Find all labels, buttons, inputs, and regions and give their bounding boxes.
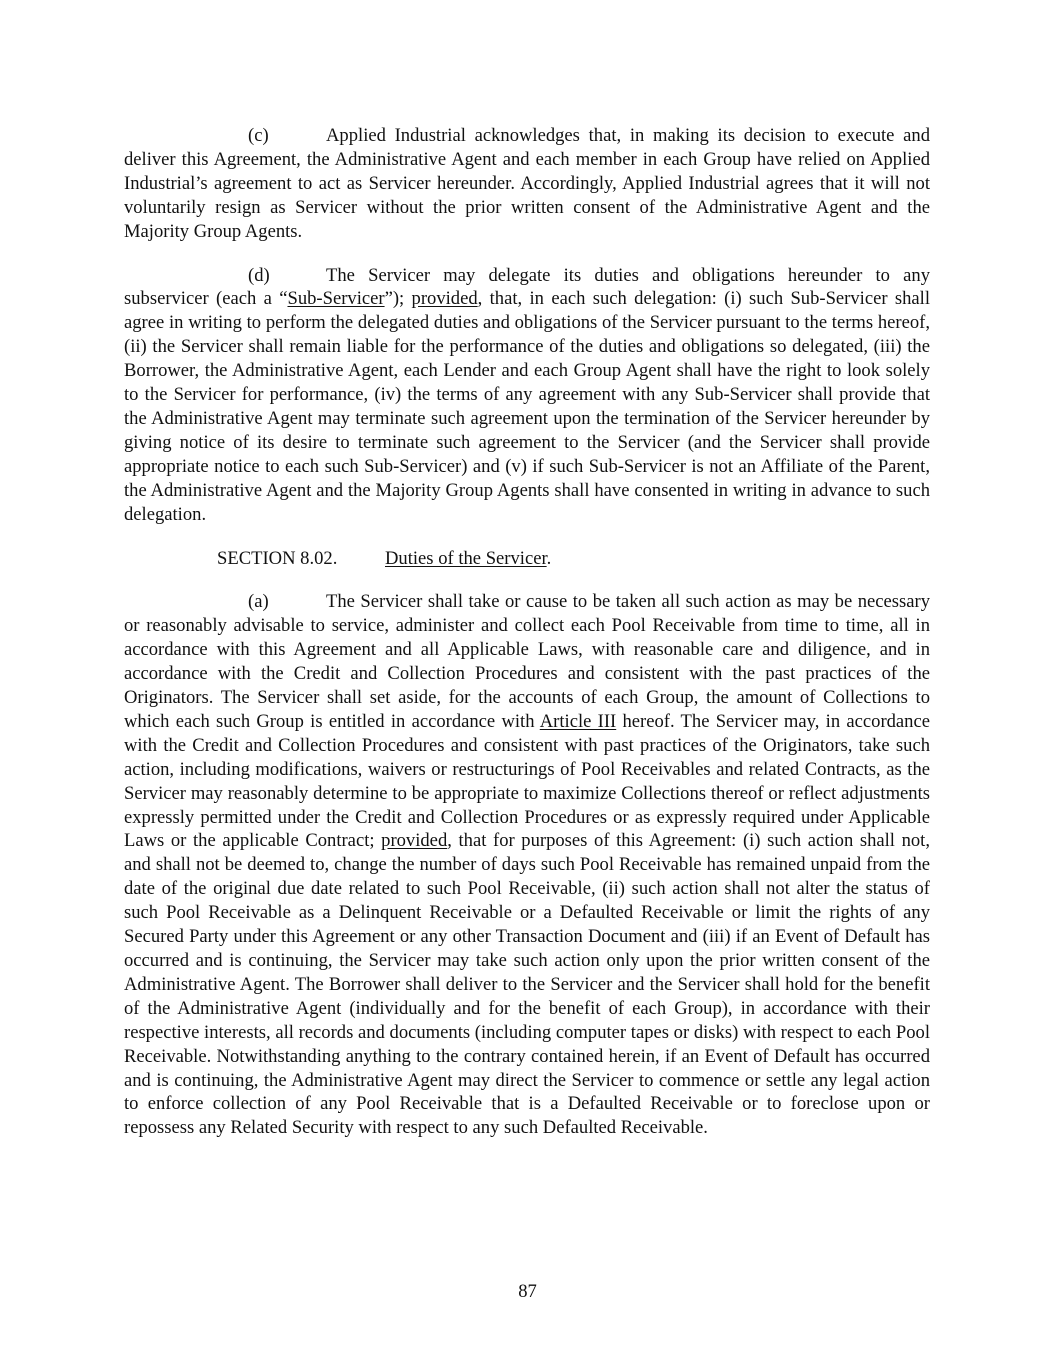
paragraph-c (124, 124, 930, 244)
sub-servicer-defined-term: Sub-Servicer (287, 288, 385, 310)
paragraph-d-text-1: The Servicer may delegate its duties and obligations hereunder to any subservicer (each a “ (124, 264, 930, 310)
page-number: 87 (518, 1281, 537, 1302)
paragraph-d (124, 264, 930, 527)
paragraph-d-text-2: ”); (384, 288, 412, 310)
article-iii-reference: Article III (539, 710, 617, 732)
paragraph-a-label: (a) (248, 591, 269, 613)
paragraph-a-text-3: , that for purposes of this Agreement: (i) such action shall not, and shall not be deemed to, change the number of days such Pool Receivable has remained unpaid from the date of the original due date related to such Pool Receivable, (ii) such action shall not alter the status of such Pool Receivable as a Delinquent Receivable or a Defaulted Receivable or limit the rights of any Secured Party under this Agreement or any other Transaction Document and (iii) if an Event of Default has occurred and is continuing, the Servicer may take such action only upon the prior written consent of the Administrative Agent. The Borrower shall deliver to the Servicer and the Servicer shall hold for the benefit of the Administrative Agent (individually and for the benefit of each Group), in accordance with their respective interests, all records and documents (including computer tapes or disks) with respect to each Pool Receivable. Notwithstanding anything to the contrary contained herein, if an Event of Default has occurred and is continuing, the Administrative Agent may direct the Servicer to commence or settle any legal action to enforce collection of any Pool Receivable that is a Defaulted Receivable or to foreclose upon or repossess any Related Security with respect to any such Defaulted Receivable. (124, 830, 930, 1139)
paragraph-a-text-1: The Servicer shall take or cause to be taken all such action as may be necessary or reasonably advisable to service, administer and collect each Pool Receivable from time to time, all in accordance with this Agreement and all Applicable Laws, with reasonable care and diligence, and in accordance with the Credit and Collection Procedures and consistent with the past practices of the Originators. The Servicer shall set aside, for the accounts of each Group, the amount of Collections to which each such Group is entitled in accordance with (124, 591, 930, 732)
paragraph-d-text-3: , that, in each such delegation: (i) such Sub-Servicer shall agree in writing to perform the delegated duties and obligations of the Servicer pursuant to the terms hereof, (ii) the Servicer shall remain liable for the performance of the duties and obligations so delegated, (iii) the Borrower, the Administrative Agent, each Lender and each Group Agent shall have the right to look solely to the Servicer for performance, (iv) the terms of any agreement with any Sub-Servicer shall provide that the Administrative Agent may terminate such agreement upon the termination of the Servicer hereunder by giving notice of its desire to terminate such agreement to the Servicer (and the Servicer shall provide appropriate notice to each such Sub-Servicer) and (v) if such Sub-Servicer is not an Affiliate of the Parent, the Administrative Agent and the Majority Group Agents shall have consented in writing in advance to such delegation. (124, 288, 931, 525)
paragraph-c-text: Applied Industrial acknowledges that, in making its decision to execute and deliver this Agreement, the Administrative Agent and each member in each Group have relied on Applied Industrial’s agreement to act as Servicer hereunder. Accordingly, Applied Industrial agrees that it will not voluntarily resign as Servicer without the prior written consent of the Administrative Agent and the Majority Group Agents. (124, 125, 930, 242)
paragraph-a (124, 590, 930, 1140)
section-number: SECTION 8.02. (217, 547, 338, 569)
provided-term: provided (411, 288, 478, 310)
provided-term: provided (381, 830, 448, 852)
paragraph-d-label: (d) (248, 264, 270, 286)
section-heading (124, 547, 930, 571)
section-title: Duties of the Servicer (385, 547, 547, 569)
paragraph-a-text-2: hereof. The Servicer may, in accordance with the Credit and Collection Procedures and consistent with past practices of the Originators, take such action, including modifications, waivers or restructurings of Pool Receivables and related Contracts, as the Servicer may reasonably determine to be appropriate to maximize Collections thereof or reflect adjustments expressly permitted under the Credit and Collection Procedures or as expressly required under Applicable Laws or the applicable Contract; (124, 710, 930, 852)
paragraph-c-label: (c) (248, 125, 269, 146)
section-title-period: . (546, 547, 552, 569)
document-page (124, 124, 930, 1160)
